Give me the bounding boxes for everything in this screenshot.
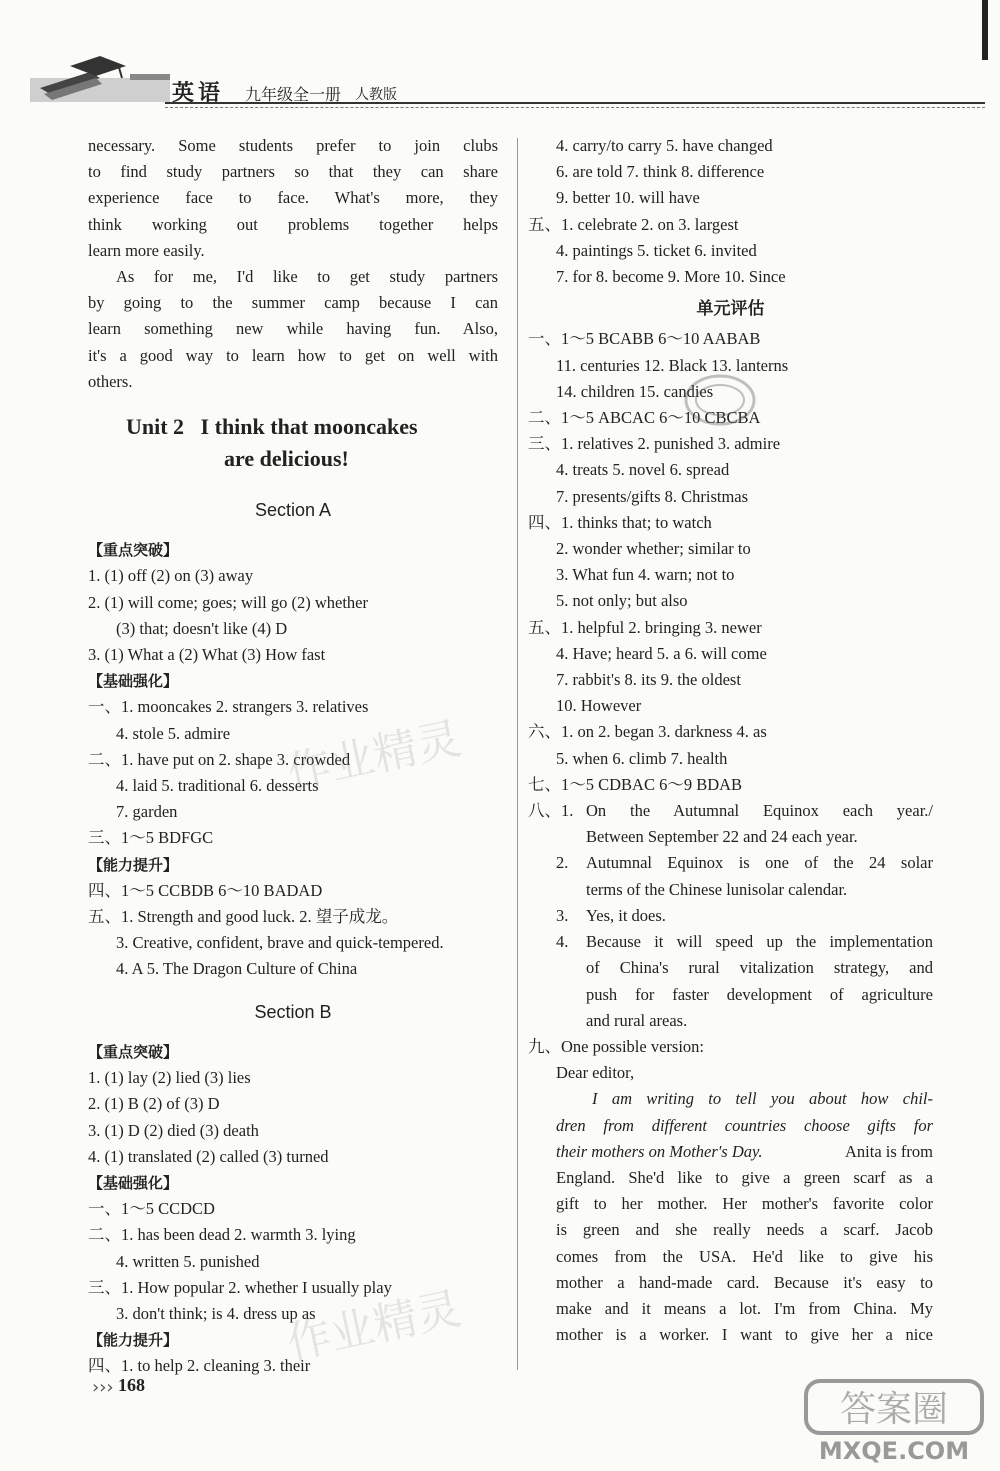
answer-line: 1. (1) lay (2) lied (3) lies <box>88 1068 251 1088</box>
answer-line <box>528 982 933 1008</box>
answer-line: 3. (1) What a (2) What (3) How fast <box>88 645 326 665</box>
grade-label: 九年级全一册 <box>245 85 342 104</box>
answer-line: 3. (1) D (2) died (3) death <box>88 1120 259 1140</box>
answer-line: 2. (1) will come; goes; will go (2) whether <box>88 592 368 612</box>
books-icon <box>30 48 170 106</box>
essay-line: others. <box>88 371 133 391</box>
item-prefix <box>528 877 586 903</box>
unit-eval-title: 单元评估 <box>696 299 765 320</box>
answer-line <box>528 850 933 876</box>
answer-text: terms of the Chinese lunisolar calendar. <box>586 879 848 899</box>
section-b-continued <box>528 133 933 290</box>
column-divider <box>517 138 518 1370</box>
answer-line: 10. However <box>556 696 642 716</box>
item-prefix <box>528 1008 586 1034</box>
part-nine-label: 九、One possible version: <box>528 1036 704 1056</box>
answer-line: 七、1～5 CDBAC 6～9 BDAB <box>528 774 743 794</box>
item-prefix: 4. <box>556 932 569 952</box>
header-rule-dashed <box>165 107 985 108</box>
answer-line: 一、1～5 CCDCD <box>88 1199 215 1219</box>
part-eight-answers <box>528 798 933 1034</box>
letter-line <box>528 1139 933 1165</box>
essay-line: experience face to face. What's more, they <box>88 188 498 208</box>
subject-title: 英语 <box>172 81 225 106</box>
answer-line: 5. when 6. climb 7. health <box>556 748 728 768</box>
answer-text: On the Autumnal Equinox each year./ <box>586 801 933 821</box>
answer-line: 2. (1) B (2) of (3) D <box>88 1094 220 1114</box>
subsection-heading: 【基础强化】 <box>88 1173 179 1192</box>
answer-line: (3) that; doesn't like (4) D <box>116 618 288 638</box>
letter-line: mother is a worker. I want to give her a nice <box>556 1325 933 1345</box>
item-prefix <box>528 955 586 981</box>
answer-line: 三、1. relatives 2. punished 3. admire <box>528 434 781 454</box>
logo-url: MXQE.COM <box>818 1437 970 1465</box>
essay-line: As for me, I'd like to get study partners <box>116 267 498 287</box>
answer-line: 一、1～5 BCABB 6～10 AABAB <box>528 329 761 349</box>
answer-line: 六、1. on 2. began 3. darkness 4. as <box>528 722 767 742</box>
answer-line: 一、1. mooncakes 2. strangers 3. relatives <box>88 697 369 717</box>
essay-line: think working out problems together helps <box>88 214 498 234</box>
essay-line: learn more easily. <box>88 240 205 260</box>
answer-line: 7. for 8. become 9. More 10. Since <box>556 267 786 287</box>
answer-line <box>528 824 933 850</box>
footer-arrows: ››› <box>92 1377 114 1398</box>
subsection-heading: 【能力提升】 <box>88 855 179 874</box>
answer-line: 7. presents/gifts 8. Christmas <box>556 486 749 506</box>
answer-line: 11. centuries 12. Black 13. lanterns <box>556 355 789 375</box>
answer-line: 二、1～5 ABCAC 6～10 CBCBA <box>528 408 761 428</box>
unit-title-line-2: are delicious! <box>224 446 349 472</box>
essay-line: it's a good way to learn how to get on well with <box>88 345 498 365</box>
page-edge-mark <box>982 0 988 60</box>
answer-line: 三、1～5 BDFGC <box>88 828 214 848</box>
answer-line: 5. not only; but also <box>556 591 688 611</box>
answer-line: 14. children 15. candies <box>556 381 714 401</box>
subsection-heading: 【能力提升】 <box>88 1331 179 1350</box>
answer-text: Because it will speed up the implementation <box>586 932 933 952</box>
answer-line: 4. carry/to carry 5. have changed <box>556 136 773 155</box>
site-logo-watermark <box>800 1375 990 1465</box>
answer-line: 7. garden <box>116 802 178 822</box>
letter-italic-text: I am writing to tell you about how chil- <box>592 1089 933 1109</box>
stamp-watermark-icon <box>680 370 760 430</box>
item-prefix: 2. <box>556 853 569 873</box>
letter-line: make and it means a lot. I'm from China. My <box>556 1298 933 1318</box>
answer-line: 五、1. Strength and good luck. 2. 望子成龙。 <box>88 907 399 927</box>
item-prefix: 八、1. <box>528 801 574 821</box>
answer-line: 3. What fun 4. warn; not to <box>556 565 735 585</box>
watermark-text: 作业精灵 <box>282 1283 466 1370</box>
letter-line <box>528 1113 933 1139</box>
subsection-heading: 【重点突破】 <box>88 1042 179 1061</box>
answer-line: 1. (1) off (2) on (3) away <box>88 566 254 586</box>
answer-line <box>528 877 933 903</box>
answer-line: 3. don't think; is 4. dress up as <box>116 1303 316 1323</box>
answer-line: 4. (1) translated (2) called (3) turned <box>88 1146 329 1166</box>
answer-line: 四、1. to help 2. cleaning 3. their <box>88 1356 311 1376</box>
section-a-title: Section A <box>254 500 332 521</box>
letter-line: mother a hand-made card. Because it's easy to <box>556 1272 933 1292</box>
watermark-text: 作业精灵 <box>282 713 466 800</box>
answer-line: 4. Have; heard 5. a 6. will come <box>556 643 767 663</box>
right-column <box>528 133 933 1348</box>
answer-line <box>528 929 933 955</box>
logo-text: 答案圈 <box>839 1389 949 1430</box>
answer-line: 4. written 5. punished <box>116 1251 260 1271</box>
unit-title <box>126 411 498 475</box>
letter-line: comes from the USA. He'd like to give his <box>556 1246 933 1266</box>
header-rule <box>165 102 985 104</box>
essay-line: to find study partners so that they can share <box>88 162 498 182</box>
answer-line: 2. wonder whether; similar to <box>556 539 751 559</box>
answer-text: push for faster development of agriculture <box>586 984 933 1004</box>
subsection-heading: 【重点突破】 <box>88 541 179 560</box>
answer-line <box>528 798 933 824</box>
answer-line: 三、1. How popular 2. whether I usually play <box>88 1277 392 1297</box>
item-prefix <box>528 824 586 850</box>
unit-title-line-1: Unit 2 I think that mooncakes <box>126 414 418 440</box>
letter-line <box>528 1086 933 1112</box>
answer-line: 4. A 5. The Dragon Culture of China <box>116 959 358 979</box>
letter-italic-text: their mothers on Mother's Day. <box>556 1141 763 1161</box>
section-b-title: Section B <box>254 1001 332 1022</box>
letter-italic-text: dren from different countries choose gifts for <box>556 1115 933 1135</box>
answer-line: 二、1. has been dead 2. warmth 3. lying <box>88 1225 356 1245</box>
answer-text: Yes, it does. <box>586 905 666 925</box>
answer-line: 3. Creative, confident, brave and quick-tempered. <box>116 933 444 953</box>
letter-line: England. She'd like to give a green scarf as a <box>556 1167 933 1187</box>
answer-line: 五、1. helpful 2. bringing 3. newer <box>528 617 762 637</box>
answer-line: 四、1～5 CCBDB 6～10 BADAD <box>88 880 323 900</box>
answer-text: Between September 22 and 24 each year. <box>586 827 858 847</box>
answer-line <box>528 903 933 929</box>
answer-line <box>528 955 933 981</box>
answer-line: 9. better 10. will have <box>556 188 700 208</box>
answer-line: 6. are told 7. think 8. difference <box>556 162 765 182</box>
answer-text: Autumnal Equinox is one of the 24 solar <box>586 853 933 873</box>
answer-line <box>528 1008 933 1034</box>
answer-line: 二、1. have put on 2. shape 3. crowded <box>88 749 351 769</box>
letter-line: is green and she really needs a scarf. Jacob <box>556 1220 933 1240</box>
essay-line: necessary. Some students prefer to join clubs <box>88 136 498 155</box>
letter-line: gift to her mother. Her mother's favorite color <box>556 1194 933 1214</box>
answer-text: and rural areas. <box>586 1010 688 1030</box>
page-header <box>0 40 1000 140</box>
answer-line: 4. stole 5. admire <box>116 723 231 743</box>
answer-line: 4. paintings 5. ticket 6. invited <box>556 240 757 260</box>
letter-text: Anita is from <box>845 1141 933 1161</box>
item-prefix <box>528 982 586 1008</box>
essay-paragraph-1 <box>88 133 498 264</box>
letter-body <box>528 1086 933 1348</box>
essay-line: learn something new while having fun. Also, <box>88 319 498 339</box>
letter-salutation: Dear editor, <box>556 1063 635 1083</box>
answer-line: 4. laid 5. traditional 6. desserts <box>116 776 319 796</box>
answer-line: 7. rabbit's 8. its 9. the oldest <box>556 670 741 690</box>
essay-paragraph-2 <box>88 264 498 395</box>
answer-line: 四、1. thinks that; to watch <box>528 512 712 532</box>
essay-line: by going to the summer camp because I can <box>88 293 498 313</box>
subsection-heading: 【基础强化】 <box>88 672 179 691</box>
answer-line: 4. treats 5. novel 6. spread <box>556 460 730 480</box>
edition-label: 人教版 <box>355 87 397 103</box>
page-number: 168 <box>118 1375 145 1395</box>
answer-line: 五、1. celebrate 2. on 3. largest <box>528 214 739 234</box>
item-prefix: 3. <box>556 905 569 925</box>
answer-text: of China's rural vitalization strategy, and <box>586 958 933 978</box>
